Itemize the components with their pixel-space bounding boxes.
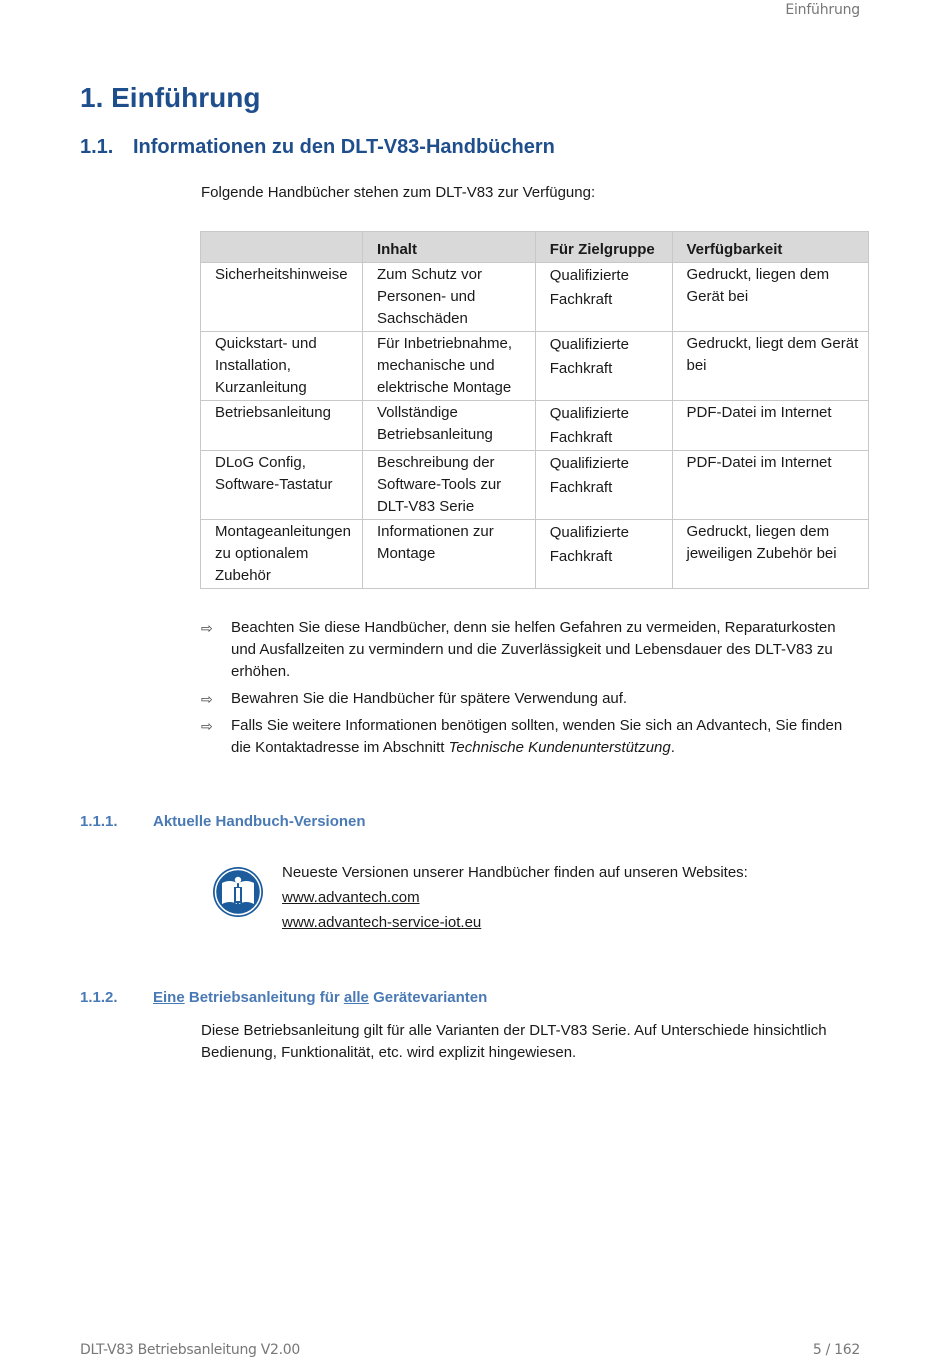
section-heading [80,136,555,159]
versions-info [282,860,748,935]
bullet-text [231,715,861,759]
table-row [201,263,869,332]
table-header-cell: Für Zielgruppe [535,232,672,263]
list-item [201,617,861,683]
subsection-title: Aktuelle Handbuch-Versionen [153,813,366,830]
subsection-number: 1.1.2. [80,989,118,1006]
table-cell: Qualifizierte Fachkraft [535,451,672,520]
table-cell: PDF-Datei im Internet [672,401,869,451]
table-row [201,520,869,589]
running-header: Einführung [785,2,860,18]
table-cell: Gedruckt, liegt dem Gerät bei [672,332,869,401]
table-cell: Für Inbetriebnahme, mechanische und elektrische Montage [362,332,535,401]
advantech-link[interactable]: www.advantech.com [282,889,420,906]
table-row [201,332,869,401]
table-cell: Beschreibung der Software-Tools zur DLT-V83 Serie [362,451,535,520]
table-cell: Vollständige Betriebsanleitung [362,401,535,451]
subsection-heading-versions [80,813,366,830]
advantech-service-link[interactable]: www.advantech-service-iot.eu [282,914,482,931]
manual-info-icon [212,866,264,918]
table-cell: Zum Schutz vor Personen- und Sachschäden [362,263,535,332]
footer-page-number: 5 / 162 [812,1342,860,1358]
table-cell: Qualifizierte Fachkraft [535,332,672,401]
subsection-title-underlined: Eine [153,989,185,1006]
subsection-title-text: Betriebsanleitung für [184,989,344,1006]
versions-info-text: Neueste Versionen unserer Handbücher finden auf unseren Websites: [282,864,748,881]
table-cell: Montageanleitungen zu optionalem Zubehör [201,520,363,589]
bullet-text-main: Falls Sie weitere Informationen benötigen sollten, wenden Sie sich an Advantech, Sie finden die Kontaktadresse im Abschnitt [231,717,843,756]
variants-paragraph: Diese Betriebsanleitung gilt für alle Varianten der DLT-V83 Serie. Auf Unterschiede hinsichtlich Bedienung, Funktionalität, etc. wird explizit hingewiesen. [201,1022,827,1061]
table-header-cell [201,232,363,263]
section-title: Informationen zu den DLT-V83-Handbüchern [133,136,555,158]
arrow-right-icon: ⇨ [201,620,213,636]
list-item [201,688,861,710]
subsection-heading-variants [80,989,487,1006]
bullet-text: Beachten Sie diese Handbücher, denn sie helfen Gefahren zu vermeiden, Reparaturkosten und Ausfallzeiten zu vermindern und die Zuverlässigkeit und Lebensdauer des DLT-V83 zu erhöhen. [231,619,836,680]
intro-text: Folgende Handbücher stehen zum DLT-V83 zur Verfügung: [201,184,596,201]
table-cell: Qualifizierte Fachkraft [535,401,672,451]
contact-section-reference: Technische Kundenunterstützung [448,739,671,756]
table-cell: Qualifizierte Fachkraft [535,263,672,332]
table-cell: Quickstart- und Installation, Kurzanleitung [201,332,363,401]
list-item [201,715,861,759]
table-header-row [201,232,869,263]
bullet-text-end: . [670,739,675,756]
chapter-title: 1. Einführung [80,82,261,113]
subsection-title-underlined: alle [343,989,369,1006]
footer-document-title: DLT-V83 Betriebsanleitung V2.00 [80,1342,301,1358]
table-cell: Gedruckt, liegen dem jeweiligen Zubehör bei [672,520,869,589]
section-number: 1.1. [80,136,114,158]
table-row [201,401,869,451]
table-cell: Informationen zur Montage [362,520,535,589]
subsection-number: 1.1.1. [80,813,118,830]
manuals-table [200,231,869,589]
table-cell: Sicherheitshinweise [201,263,363,332]
arrow-right-icon: ⇨ [201,718,213,734]
table-cell: Qualifizierte Fachkraft [535,520,672,589]
table-cell: PDF-Datei im Internet [672,451,869,520]
table-header-cell: Inhalt [362,232,535,263]
table-header-cell: Verfügbarkeit [672,232,869,263]
arrow-right-icon: ⇨ [201,691,213,707]
table-cell: Betriebsanleitung [201,401,363,451]
bullet-text: Bewahren Sie die Handbücher für spätere Verwendung auf. [231,690,628,707]
table-cell: Gedruckt, liegen dem Gerät bei [672,263,869,332]
table-row [201,451,869,520]
subsection-title-text: Gerätevarianten [368,989,488,1006]
table-cell: DLoG Config, Software-Tastatur [201,451,363,520]
bullet-list [201,617,861,764]
